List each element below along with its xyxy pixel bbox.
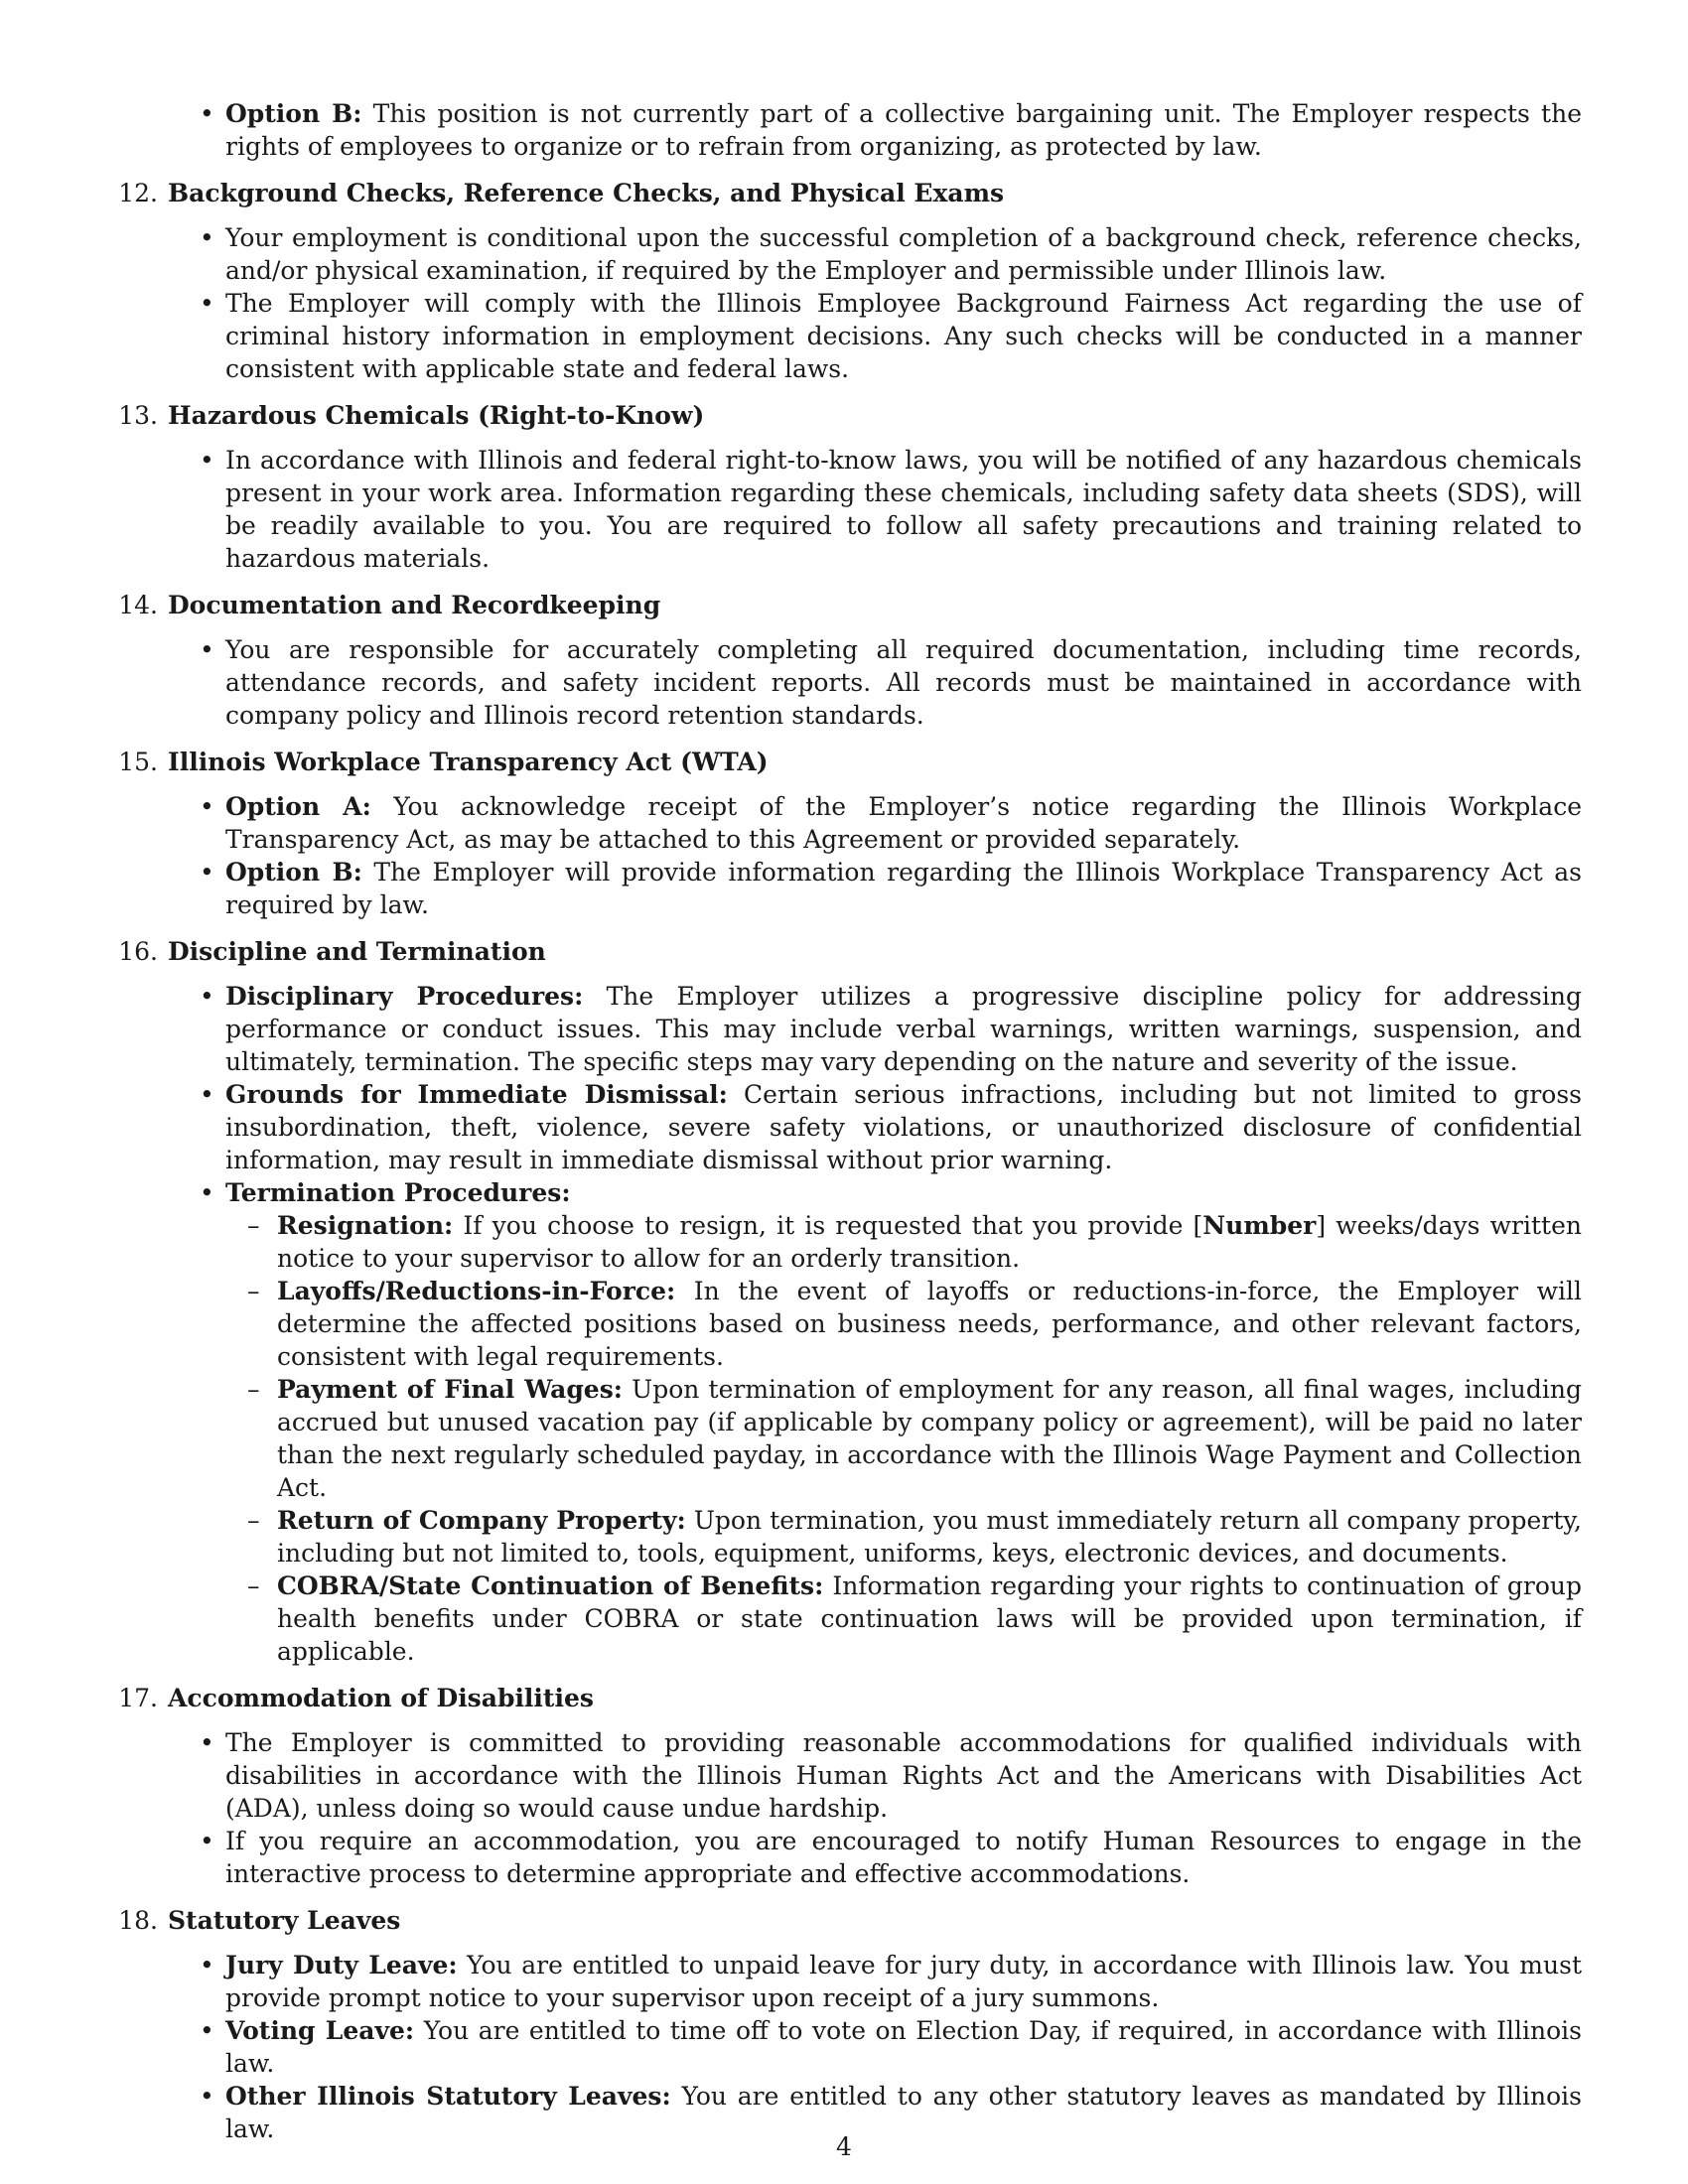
section-heading-12 (112, 177, 1582, 209)
sub-bullet-label: Resignation: (277, 1211, 454, 1240)
sub-bullet-text: If you choose to resign, it is requested that you provide [ (453, 1211, 1203, 1240)
section-title: Hazardous Chemicals (Right-to-Know) (168, 401, 705, 430)
section-heading-15 (112, 746, 1582, 778)
section-17-bullets (112, 1726, 1582, 1890)
sub-list-item (225, 1209, 1582, 1275)
list-item (112, 856, 1582, 921)
bullet-text: The Employer will provide information regarding the Illinois Workplace Transparency Act as required by law. (225, 858, 1583, 919)
section-18-bullets (112, 1949, 1582, 2145)
sub-list-item (225, 1504, 1582, 1570)
section-12-bullets (112, 221, 1582, 385)
termination-sub-list (225, 1209, 1582, 1668)
sub-list-item (225, 1570, 1582, 1668)
list-item (112, 2014, 1582, 2080)
list-item (112, 1949, 1582, 2014)
bullet-text: The Employer utilizes a progressive discipline policy for addressing performance or conduct issues. This may include verbal warnings, written warnings, suspension, and ultimately, termination. The specific steps may vary depending on the nature and severity of the issue. (225, 982, 1582, 1076)
section-heading-18 (112, 1904, 1582, 1937)
list-item (112, 97, 1582, 163)
section-title: Statutory Leaves (168, 1906, 401, 1935)
section-15-bullets (112, 790, 1582, 921)
bullet-text: You are entitled to any other statutory leaves as mandated by Illinois law. (225, 2082, 1582, 2143)
section-title: Illinois Workplace Transparency Act (WTA) (168, 748, 769, 776)
list-item (112, 1825, 1582, 1890)
bullet-label: Option A: (225, 792, 371, 821)
list-item (112, 221, 1582, 287)
section-heading-16 (112, 935, 1582, 968)
section-13-bullets (112, 444, 1582, 575)
list-item (112, 444, 1582, 575)
sub-list-item (225, 1373, 1582, 1504)
bullet-text: In accordance with Illinois and federal right-to-know laws, you will be notified of any hazardous chemicals present in your work area. Information regarding these chemicals, including safety data sheets (SDS), will be readily available to you. You are required to follow all safety precautions and training related to hazardous materials. (225, 446, 1582, 573)
section-heading-14 (112, 589, 1582, 621)
placeholder-field: Number (1202, 1211, 1317, 1240)
section-number: 17. (118, 1684, 158, 1712)
bullet-text: Your employment is conditional upon the successful completion of a background check, reference checks, and/or physical examination, if required by the Employer and permissible under Illinois law. (225, 223, 1582, 285)
bullet-label: Voting Leave: (225, 2016, 415, 2045)
list-item (112, 980, 1582, 1078)
sub-bullet-label: COBRA/State Continuation of Benefits: (277, 1571, 824, 1600)
section-number: 13. (118, 401, 158, 430)
page-number: 4 (836, 2132, 852, 2161)
section-number: 16. (118, 937, 158, 966)
bullet-text: Certain serious infractions, including but not limited to gross insubordination, theft, violence, severe safety violations, or unauthorized disclosure of confidential information, may result in immediate dismissal without prior warning. (225, 1080, 1582, 1174)
sub-bullet-text: In the event of layoffs or reductions-in-force, the Employer will determine the affected positions based on business needs, performance, and other relevant factors, consistent with legal requirements. (277, 1277, 1582, 1371)
intro-bullet-list (112, 97, 1582, 163)
list-item (112, 633, 1582, 732)
section-title: Documentation and Recordkeeping (168, 591, 661, 619)
bullet-label: Grounds for Immediate Dismissal: (225, 1080, 728, 1109)
list-item (112, 790, 1582, 856)
list-item (112, 1176, 1582, 1668)
bullet-text: The Employer will comply with the Illinois Employee Background Fairness Act regarding the use of criminal history information in employment decisions. Any such checks will be conducted in a manner consistent with applicable state and federal laws. (225, 289, 1582, 383)
section-number: 15. (118, 748, 158, 776)
sub-bullet-text: Information regarding your rights to continuation of group health benefits under COBRA or state continuation laws will be provided upon termination, if applicable. (277, 1571, 1582, 1666)
bullet-text: You acknowledge receipt of the Employer’s notice regarding the Illinois Workplace Transparency Act, as may be attached to this Agreement or provided separately. (225, 792, 1582, 854)
section-title: Discipline and Termination (168, 937, 546, 966)
list-item (112, 1078, 1582, 1176)
list-item (112, 1726, 1582, 1825)
bullet-label: Termination Procedures: (225, 1178, 571, 1207)
bullet-label: Disciplinary Procedures: (225, 982, 584, 1011)
bullet-label: Other Illinois Statutory Leaves: (225, 2082, 671, 2111)
bullet-text: This position is not currently part of a collective bargaining unit. The Employer respects the rights of employees to organize or to refrain from organizing, as protected by law. (225, 99, 1582, 161)
sub-list-item (225, 1275, 1582, 1373)
sub-bullet-label: Return of Company Property: (277, 1506, 686, 1535)
bullet-text: You are entitled to time off to vote on Election Day, if required, in accordance with Illinois law. (225, 2016, 1582, 2078)
bullet-text: If you require an accommodation, you are encouraged to notify Human Resources to engage in the interactive process to determine appropriate and effective accommodations. (225, 1827, 1582, 1888)
bullet-text: You are responsible for accurately completing all required documentation, including time records, attendance records, and safety incident reports. All records must be maintained in accordance with company policy and Illinois record retention standards. (225, 635, 1582, 730)
bullet-text: The Employer is committed to providing reasonable accommodations for qualified individuals with disabilities in accordance with the Illinois Human Rights Act and the Americans with Disabilities Act (ADA), unless doing so would cause undue hardship. (225, 1728, 1582, 1823)
bullet-label: Option B: (225, 858, 362, 887)
sub-bullet-label: Payment of Final Wages: (277, 1375, 624, 1404)
list-item (112, 287, 1582, 385)
section-number: 18. (118, 1906, 158, 1935)
bullet-text: You are entitled to unpaid leave for jury duty, in accordance with Illinois law. You must provide prompt notice to your supervisor upon receipt of a jury summons. (225, 1951, 1582, 2012)
section-heading-17 (112, 1682, 1582, 1714)
document-body (112, 97, 1582, 2145)
bullet-label: Jury Duty Leave: (225, 1951, 458, 1979)
bullet-label: Option B: (225, 99, 362, 128)
sub-bullet-text: ] weeks/days written notice to your supervisor to allow for an orderly transition. (277, 1211, 1582, 1273)
section-title: Background Checks, Reference Checks, and Physical Exams (168, 179, 1005, 207)
sub-bullet-text: Upon termination, you must immediately return all company property, including but not limited to, tools, equipment, uniforms, keys, electronic devices, and documents. (277, 1506, 1582, 1568)
sub-bullet-text: Upon termination of employment for any reason, all final wages, including accrued but unused vacation pay (if applicable by company policy or agreement), will be paid no later than the next regularly scheduled payday, in accordance with the Illinois Wage Payment and Collection Act. (277, 1375, 1582, 1502)
section-number: 12. (118, 179, 158, 207)
section-number: 14. (118, 591, 158, 619)
sub-bullet-label: Layoffs/Reductions-in-Force: (277, 1277, 676, 1305)
section-14-bullets (112, 633, 1582, 732)
section-title: Accommodation of Disabilities (168, 1684, 594, 1712)
section-16-bullets (112, 980, 1582, 1668)
section-heading-13 (112, 399, 1582, 432)
